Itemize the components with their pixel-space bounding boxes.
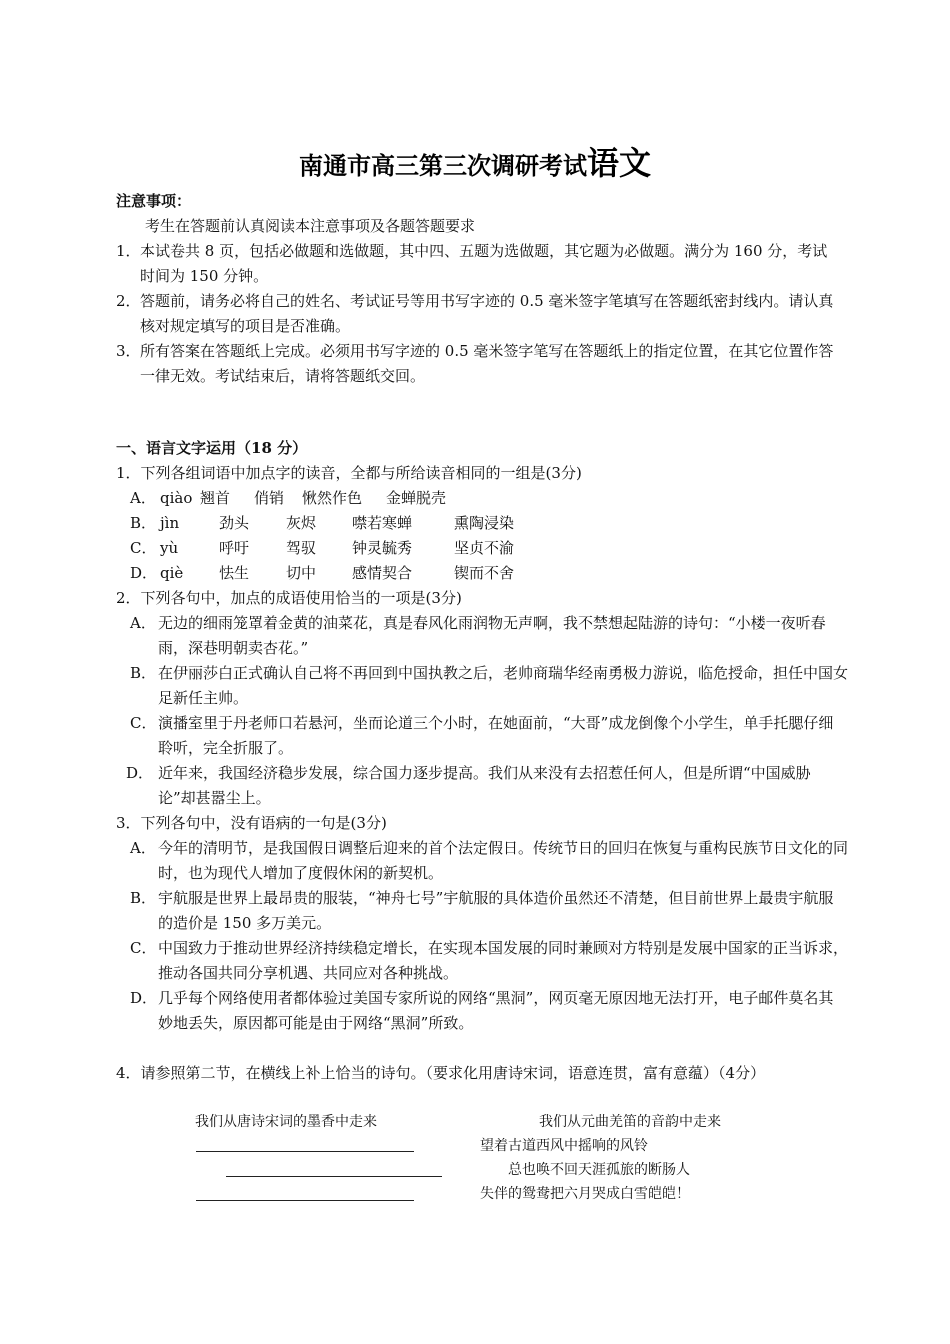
option-label: D． [126,764,154,782]
q3-option-d [130,986,848,1036]
poem-right-line: 失伴的鸳鸯把六月哭成白雪皑皑！ [480,1186,690,1202]
option-word: 熏陶浸染 [454,514,515,532]
option-label: D． [130,989,158,1007]
answer-blank-line[interactable] [196,1200,414,1201]
option-text: 近年来，我国经济稳步发展，综合国力逐步提高。我们从来没有去招惹任何人，但是所谓“中国威胁论”却甚嚣尘上。 [158,764,811,807]
answer-blank-line[interactable] [226,1176,442,1177]
option-pinyin: qiào [160,489,193,507]
q3-option-b [130,886,848,936]
option-word: 金蝉脱壳 [386,489,447,507]
section-heading: 一、语言文字运用（18 分） [116,439,308,457]
notice-heading: 注意事项： [116,192,192,210]
option-word: 坚贞不渝 [454,539,515,557]
option-word: 俏销 [254,489,285,507]
option-word: 感情契合 [352,564,413,582]
option-text: 宇航服是世界上最昂贵的服装，“神舟七号”宇航服的具体造价虽然还不清楚，但目前世界上最贵宇航服的造价是 150 多万美元。 [158,889,834,932]
option-word: 愀然作色 [302,489,363,507]
q2-option-b [130,661,848,711]
option-text: 今年的清明节，是我国假日调整后迎来的首个法定假日。传统节日的回归在恢复与重构民族节日文化的同时，也为现代人增加了度假休闲的新契机。 [158,839,849,882]
notice-item-text: 答题前，请务必将自己的姓名、考试证号等用书写字迹的 0.5 毫米签字笔填写在答题纸密封线内。请认真核对规定填写的项目是否准确。 [140,292,834,335]
poem-right-line: 我们从元曲羌笛的音韵中走来 [539,1114,721,1130]
option-label: A． [130,614,156,632]
option-label: C． [130,714,157,732]
title-subject: 语文 [586,144,651,182]
page-title [0,143,950,186]
poem-left-title: 我们从唐诗宋词的墨香中走来 [195,1114,377,1130]
notice-item [116,239,841,289]
option-pinyin: qiè [160,564,184,582]
option-word: 灰烬 [286,514,317,532]
question-2-stem: 2．下列各句中，加点的成语使用恰当的一项是(3分) [116,589,462,607]
option-text: 无边的细雨笼罩着金黄的油菜花，真是春风化雨润物无声啊，我不禁想起陆游的诗句：“小楼一夜听春雨，深巷明朝卖杏花。” [158,614,826,657]
option-text: 几乎每个网络使用者都体验过美国专家所说的网络“黑洞”，网页毫无原因地无法打开，电子邮件莫名其妙地丢失，原因都可能是由于网络“黑洞”所致。 [158,989,834,1032]
option-word: 噤若寒蝉 [352,514,413,532]
poem-right-line: 望着古道西风中摇响的风铃 [480,1138,648,1154]
option-label: C． [130,939,157,957]
q2-option-a [130,611,848,661]
option-text: 在伊丽莎白正式确认自己将不再回到中国执教之后，老帅商瑞华经南勇极力游说，临危授命，担任中国女足新任主帅。 [158,664,849,707]
question-3-stem: 3．下列各句中，没有语病的一句是(3分) [116,814,387,832]
option-label: A． [130,489,156,507]
q3-option-a [130,836,848,886]
option-text: 中国致力于推动世界经济持续稳定增长，在实现本国发展的同时兼顾对方特别是发展中国家的正当诉求，推动各国共同分享机遇、共同应对各种挑战。 [158,939,849,982]
option-pinyin: yù [160,539,179,557]
q2-option-c [130,711,848,761]
option-label: B． [130,514,157,532]
q1-option-c [130,536,730,561]
notice-item [116,339,841,389]
option-word: 劲头 [219,514,250,532]
notice-item-number: 1． [116,242,141,260]
question-4-stem: 4．请参照第二节，在横线上补上恰当的诗句。（要求化用唐诗宋词，语意连贯，富有意蕴）（4分） [116,1064,766,1082]
option-word: 驾驭 [286,539,317,557]
q1-option-a [130,486,730,511]
option-label: B． [130,889,157,907]
notice-item-text: 本试卷共 8 页，包括必做题和选做题，其中四、五题为选做题，其它题为必做题。满分为 160 分，考试时间为 150 分钟。 [140,242,828,285]
option-label: D． [130,564,158,582]
option-word: 翘首 [200,489,231,507]
option-label: B． [130,664,157,682]
notice-item [116,289,841,339]
notice-item-text: 所有答案在答题纸上完成。必须用书写字迹的 0.5 毫米签字笔写在答题纸上的指定位置，在其它位置作答一律无效。考试结束后，请将答题纸交回。 [140,342,834,385]
question-1-stem: 1．下列各组词语中加点字的读音，全都与所给读音相同的一组是(3分) [116,464,582,482]
option-word: 钟灵毓秀 [352,539,413,557]
q1-option-d [130,561,730,586]
answer-blank-line[interactable] [196,1151,414,1152]
notice-item-number: 2． [116,292,141,310]
poem-right-line: 总也唤不回天涯孤旅的断肠人 [508,1162,690,1178]
q2-option-d [126,761,848,811]
option-word: 锲而不舍 [454,564,515,582]
option-word: 切中 [286,564,317,582]
option-word: 呼吁 [219,539,250,557]
option-word: 怯生 [219,564,250,582]
q3-option-c [130,936,848,986]
notice-intro: 考生在答题前认真阅读本注意事项及各题答题要求 [145,217,476,235]
option-label: C． [130,539,157,557]
q1-option-b [130,511,730,536]
title-main: 南通市高三第三次调研考试 [298,152,587,180]
option-text: 演播室里于丹老师口若悬河，坐而论道三个小时，在她面前，“大哥”成龙倒像个小学生，单手托腮仔细聆听，完全折服了。 [158,714,834,757]
option-pinyin: jìn [160,514,180,532]
notice-item-number: 3． [116,342,141,360]
option-label: A． [130,839,156,857]
